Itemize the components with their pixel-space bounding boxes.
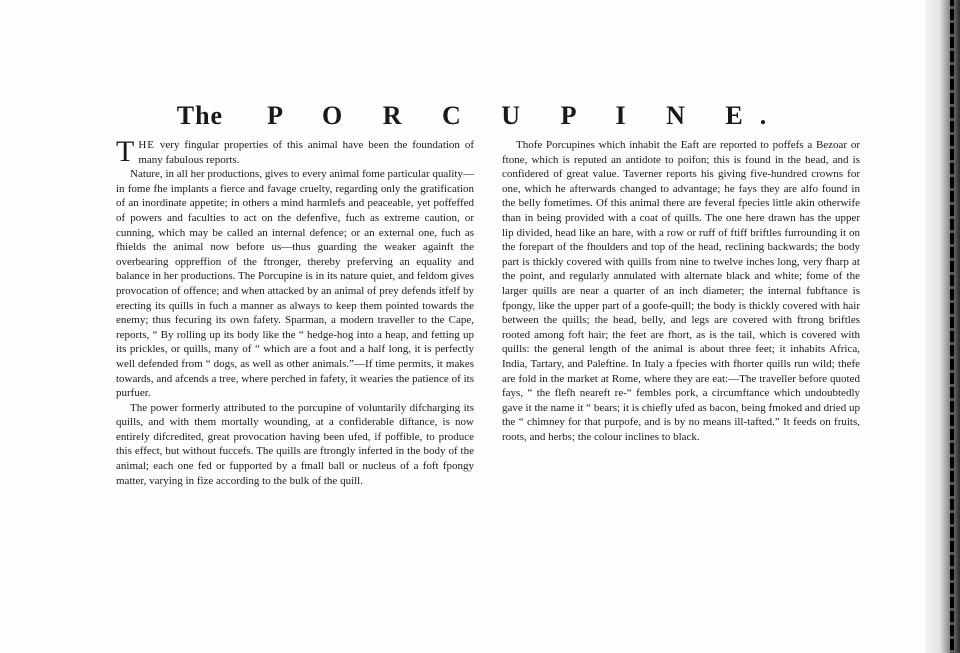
left-paragraph-2: Nature, in all her productions, gives to every animal fome particular quality—in fome fhe implants a fierce and favage cruelty, regarding only the gratification of an inordinate appetite; in others a mind harmlefs and peaceable, yet poffeffed of powers and faculties to act on the defenfive, fuch as extreme caution, or cunning, which may be called an internal defence; or an external one, fuch as fhields the animal now before us—thus guarding the weaker againft the overbearing oppreffion of the ftronger, thereby preferving an equality and balance in her productions. The Porcupine is in its nature quiet, and feldom gives provocation of offence; and when attacked by an animal of prey defends itfelf by erecting its quills in fuch a manner as always to keep them pointed towards the enemy; thus fecuring its own fafety. Sparman, a modern traveller to the Cape, reports, “ By rolling up its body like the “ hedge-hog into a heap, and fetting up its prickles, or quills, many of “ which are a foot and a half long, it is perfectly well defended from “ dogs, as well as other animals.”—If time permits, it makes towards, and afcends a tree, where perched in fafety, it wearies the patience of its purfuer. [116, 168, 474, 400]
left-paragraph-1 [116, 135, 474, 168]
left-paragraph-3: The power formerly attributed to the porcupine of voluntarily difcharging its quills, and with them mortally wounding, at a confiderable diftance, is now entirely difcredited, great provocation having been ufed, if poffible, to produce this effect, but without fuccefs. The quills are ftrongly inferted in the body of the animal; each one fed or fupported by a fmall ball or nucleus of a foft fpongy matter, varying in fize according to the bulk of the quill. [116, 401, 474, 487]
drop-cap: T [116, 135, 135, 168]
left-column [116, 135, 474, 488]
title-name: P O R C U P I N E. [267, 101, 784, 131]
title-article: The [176, 101, 224, 131]
page-title [0, 101, 960, 131]
opening-smallcaps: HE [138, 139, 155, 151]
right-column [502, 138, 860, 444]
left-paragraph-1-text: very fingular properties of this animal have been the foundation of many fabulous reports. [138, 139, 474, 166]
right-paragraph-1: Thofe Porcupines which inhabit the Eaft are reported to poffefs a Bezoar or ftone, which is reputed an antidote to poifon; this is found in the head, and is confidered of great value. Taverner reports his giving five-hundred crowns for one, which he afterwards changed to advantage; he fays they are alfo found in the belly fometimes. Of this animal there are feveral fpecies little akin otherwife than in being provided with a coat of quills. The one here drawn has the upper lip divided, head like an hare, with a row or ruff of ftiff briftles furrounding it on the forepart of the fhoulders and top of the head, reclining backwards; the body part is thickly covered with quills from nine to twelve inches long, very fharp at the point, and regularly annulated with alternate black and white; fome of the larger quills are near a quarter of an inch diameter; the internal fubftance is fpongy, like the upper part of a goofe-quill; the body is thickly covered with hair between the quills; the head, belly, and legs are covered with ftrong briftles rooted among foft hair; the feet are fhort, as is the tail, which is covered with quills: the general length of the animal is about three feet; it inhabits Africa, India, Tartary, and Paleftine. In Italy a fpecies with fhorter quills run wild; thefe are fold in the market at Rome, where they are eat:—The traveller before quoted fays, “ the flefh neareft re-“ fembles pork, a circumftance which undoubtedly gave it the name it “ bears; it is chiefly ufed as bacon, being fmoked and dried up the “ chimney for that purpofe, and is by no means ill-tafted.” It feeds on fruits, roots, and herbs; the colour inclines to black. [502, 139, 860, 443]
page-binding-edge [926, 0, 960, 653]
